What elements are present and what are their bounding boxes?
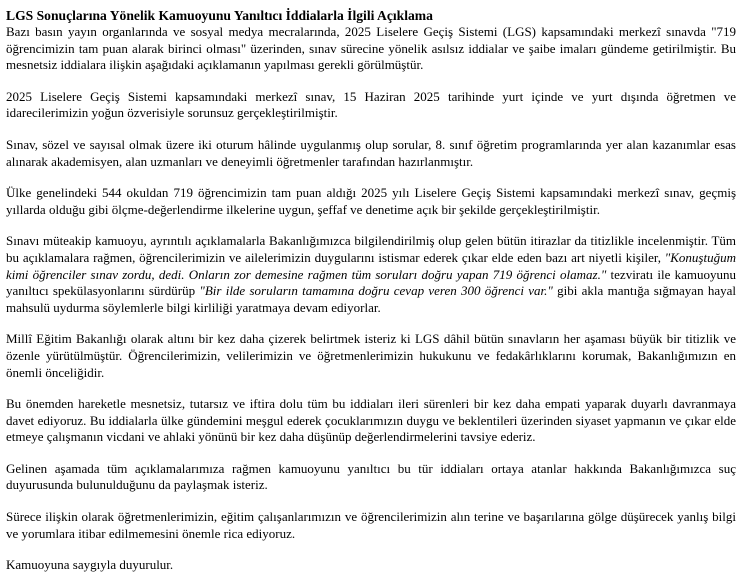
paragraph-request: Sürece ilişkin olarak öğretmenlerimizin, eğitim çalışanlarımızın ve öğrencilerimizin alın terine ve başarılarına gölge düşürecek yanlış bilgi ve yorumlara itibar edilmemesini önemle rica ediyoruz. <box>6 509 736 541</box>
paragraph-legal-action: Gelinen aşamada tüm açıklamalarımıza rağmen kamuoyunu yanıltıcı bu tür iddiaları ortaya atanlar hakkında Bakanlığımızca suç duyurusunda bulunulduğunu da paylaşmak isteriz. <box>6 460 736 493</box>
paragraph-full-score: Ülke genelindeki 544 okuldan 719 öğrencimizin tam puan aldığı 2025 yılı Liselere Geçiş Sistemi kapsamındaki merkezî sınav, geçmiş yıllarda olduğu gibi ölçme-değerlendirme ilkelerine uygun, şeffaf ve denetime açık bir şekilde gerçekleştirilmiştir. <box>6 185 736 217</box>
paragraph-closing: Kamuoyuna saygıyla duyurulur. <box>6 557 174 573</box>
paragraph-exam-date: 2025 Liselere Geçiş Sistemi kapsamındaki merkezî sınav, 15 Haziran 2025 tarihinde yurt içinde ve yurt dışında öğretmen ve idarecilerimizin yoğun özverisiyle sorunsuz gerçekleştirilmiştir. <box>6 88 736 121</box>
document <box>6 8 736 574</box>
document-title: LGS Sonuçlarına Yönelik Kamuoyunu Yanıltıcı İddialarla İlgili Açıklama <box>6 8 433 23</box>
paragraph-invitation: Bu önemden hareketle mesnetsiz, tutarsız ve iftira dolu tüm bu iddiaları ileri sürenleri bir kez daha empati yaparak duyarlı davranmaya davet ediyoruz. Bu iddialarla ülke gündemini meşgul ederek çocuklarımızın duygu ve beklentileri üzerinden siyaset yapmanın ve çıkar elde etmeye çalışmanın vicdani ve ahlaki yönünü bir kez daha düşünüp değerlendirmelerini tavsiye ederiz. <box>6 396 736 445</box>
quote-province-300: "Bir ilde soruların tamamına doğru cevap veren 300 öğrenci var." <box>199 283 553 299</box>
paragraph-objections <box>6 233 736 316</box>
paragraph-objections-part-c: gibi akla mantığa sığmayan hayal mahsulü uydurma söylemlerle bilgi kirliliği yaratmaya devam ediyorlar. <box>6 283 736 315</box>
paragraph-objections-part-b: tezviratı ile kamuoyunu yanıltıcı spekülasyonlarını sürdürüp <box>6 266 736 299</box>
paragraph-objections-part-a: Sınavı müteakip kamuoyu, ayrıntılı açıklamalarla Bakanlığımızca bilgilendirilmiş olup gelen bütün itirazlar da titizlikle incelenmiştir. Tüm bu açıklamalara rağmen, öğrencilerimizin ve ailelerimizin duygularını istismar ederek çıkar elde eden bazı art niyetli kişiler, <box>6 233 736 265</box>
paragraph-ministry-priority: Millî Eğitim Bakanlığı olarak altını bir kez daha çizerek belirtmek isteriz ki LGS dâhil bütün sınavların her aşaması büyük bir titizlik ve özenle yürütülmüştür. Öğrencilerimizin, velilerimizin ve öğretmenlerimizin hukukunu ve fedakârlıklarını korumak, Bakanlığımızın en önemli önceliğidir. <box>6 331 736 380</box>
paragraph-exam-sessions: Sınav, sözel ve sayısal olmak üzere iki oturum hâlinde uygulanmış olup sorular, 8. sınıf öğretim programlarında yer alan kazanımlar esas alınarak akademisyen, alan uzmanları ve deneyimli öğretmenler tarafından hazırlanmıştır. <box>6 136 736 169</box>
paragraph-intro: Bazı basın yayın organlarında ve sosyal medya mecralarında, 2025 Liselere Geçiş Sistemi (LGS) kapsamındaki merkezî sınavda "719 öğrencimizin tam puan alarak birinci olması" üzerinden, sınav sürecine yönelik asılsız iddialar ve şaibe imaları gündeme getirilmiştir. Bu mesnetsiz iddialara ilişkin aşağıdaki açıklamanın yapılması gerekli görülmüştür. <box>6 24 736 73</box>
quote-difficult-exam: "Konuştuğum kimi öğrenciler sınav zordu, dedi. Onların zor demesine rağmen tüm soruları doğru yapan 719 öğrenci olamaz." <box>6 249 736 282</box>
